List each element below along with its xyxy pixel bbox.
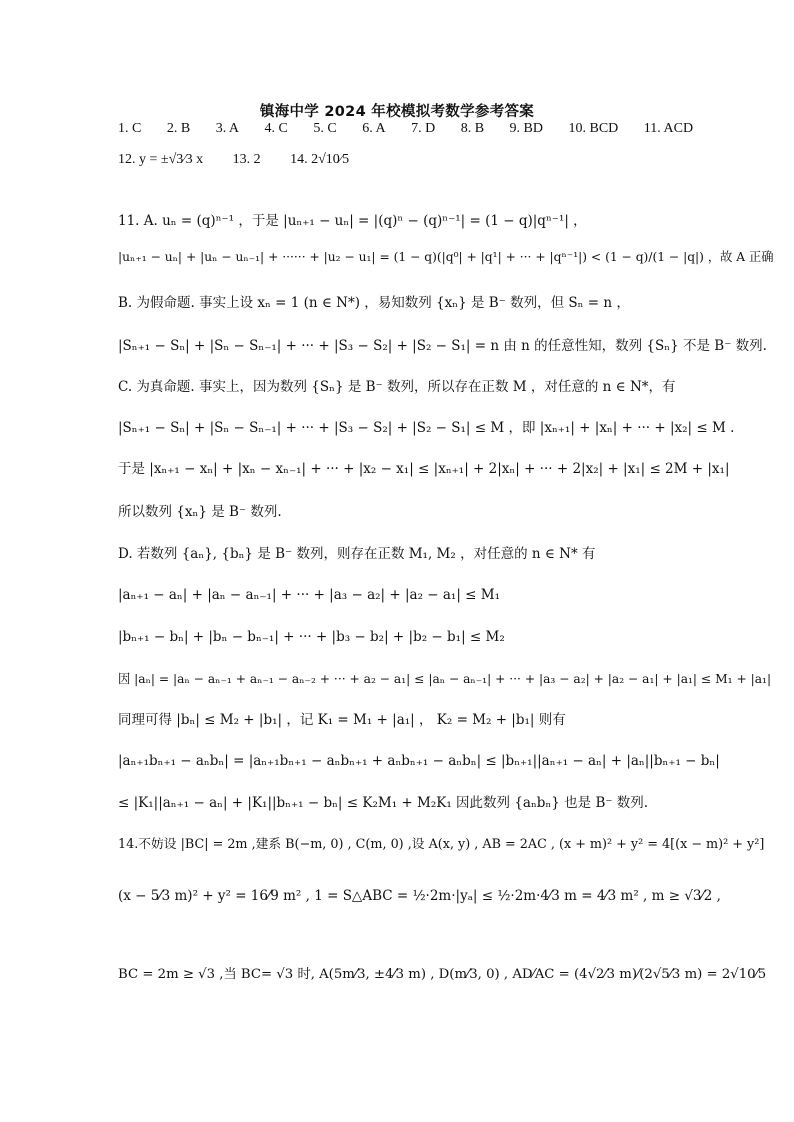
solution-line: |Sₙ₊₁ − Sₙ| + |Sₙ − Sₙ₋₁| + ··· + |S₃ − S₂| + |S₂ − S₁| = n 由 n 的任意性知，数列 {Sₙ} 不是 B⁻ 数列. — [118, 338, 767, 354]
answer-item: 11. ACD — [643, 121, 694, 136]
answer-item: 7. D — [411, 121, 436, 136]
answer-item: 10. BCD — [568, 121, 619, 136]
solution-line: |aₙ₊₁ − aₙ| + |aₙ − aₙ₋₁| + ··· + |a₃ − a₂| + |a₂ − a₁| ≤ M₁ — [118, 587, 501, 603]
solution-line: 14.不妨设 |BC| = 2m ,建系 B(−m, 0) , C(m, 0) ,设 A(x, y) , AB = 2AC , (x + m)² + y² = 4[(x − m)² + y²] — [118, 837, 765, 852]
solution-line: 11. A. uₙ = (q)ⁿ⁻¹ ，于是 |uₙ₊₁ − uₙ| = |(q)ⁿ − (q)ⁿ⁻¹| = (1 − q)|qⁿ⁻¹| ， — [118, 213, 587, 229]
answer-item: 4. C — [264, 121, 288, 136]
fill-answer-item: 14. 2√10⁄5 — [290, 152, 350, 167]
solution-line: |bₙ₊₁ − bₙ| + |bₙ − bₙ₋₁| + ··· + |b₃ − b₂| + |b₂ − b₁| ≤ M₂ — [118, 629, 505, 645]
answer-item: 8. B — [460, 121, 485, 136]
solution-line: |Sₙ₊₁ − Sₙ| + |Sₙ − Sₙ₋₁| + ··· + |S₃ − S₂| + |S₂ − S₁| ≤ M ，即 |xₙ₊₁| + |xₙ| + ··· + |x₂| ≤ M . — [118, 420, 735, 436]
solution-line: 所以数列 {xₙ} 是 B⁻ 数列. — [118, 504, 282, 520]
answer-item: 9. BD — [509, 121, 543, 136]
answer-item: 6. A — [362, 121, 386, 136]
solution-line: C. 为真命题. 事实上，因为数列 {Sₙ} 是 B⁻ 数列，所以存在正数 M ，对任意的 n ∈ N*，有 — [118, 379, 676, 395]
solution-line: |aₙ₊₁bₙ₊₁ − aₙbₙ| = |aₙ₊₁bₙ₊₁ − aₙbₙ₊₁ + aₙbₙ₊₁ − aₙbₙ| ≤ |bₙ₊₁||aₙ₊₁ − aₙ| + |aₙ||bₙ₊₁ − bₙ| — [118, 753, 720, 769]
solution-line: 于是 |xₙ₊₁ − xₙ| + |xₙ − xₙ₋₁| + ··· + |x₂ − x₁| ≤ |xₙ₊₁| + 2|xₙ| + ··· + 2|x₂| + |x₁| ≤ 2M + |x₁| — [118, 461, 730, 477]
solution-line: |uₙ₊₁ − uₙ| + |uₙ − uₙ₋₁| + ······ + |u₂ − u₁| = (1 − q)(|q⁰| + |q¹| + ··· + |qⁿ⁻¹|) < (1 − q)/(1 − |q|) ，故 A 正确 — [118, 250, 774, 264]
solution-line: (x − 5⁄3 m)² + y² = 16⁄9 m² , 1 = S△ABC = ½·2m·|yₐ| ≤ ½·2m·4⁄3 m = 4⁄3 m² , m ≥ √3⁄2 , — [118, 888, 721, 904]
page-title: 镇海中学 2024 年校模拟考数学参考答案 — [259, 104, 535, 120]
fill-answers-row — [118, 152, 375, 168]
answer-item: 3. A — [215, 121, 240, 136]
solution-line: ≤ |K₁||aₙ₊₁ − aₙ| + |K₁||bₙ₊₁ − bₙ| ≤ K₂M₁ + M₂K₁ 因此数列 {aₙbₙ} 也是 B⁻ 数列. — [118, 795, 649, 811]
answer-item: 5. C — [313, 121, 337, 136]
answer-item: 1. C — [118, 121, 142, 136]
solution-line: 因 |aₙ| = |aₙ − aₙ₋₁ + aₙ₋₁ − aₙ₋₂ + ··· + a₂ − a₁| ≤ |aₙ − aₙ₋₁| + ··· + |a₃ − a₂| + |a₂ − a₁| + |a₁| ≤ M₁ + |a₁| — [118, 672, 772, 686]
fill-answer-item: 13. 2 — [232, 152, 261, 167]
choice-answers-row — [118, 121, 693, 137]
answer-item: 2. B — [166, 121, 191, 136]
solution-line: 同理可得 |bₙ| ≤ M₂ + |b₁| ，记 K₁ = M₁ + |a₁| ， K₂ = M₂ + |b₁| 则有 — [118, 712, 566, 728]
solution-line: BC = 2m ≥ √3 ,当 BC= √3 时, A(5m⁄3, ±4⁄3 m) , D(m⁄3, 0) , AD⁄AC = (4√2⁄3 m)⁄(2√5⁄3 m) = 2√10⁄5 — [118, 967, 767, 982]
solution-line: B. 为假命题. 事实上设 xₙ = 1 (n ∈ N*) ，易知数列 {xₙ} 是 B⁻ 数列，但 Sₙ = n ， — [118, 295, 630, 311]
solution-line: D. 若数列 {aₙ}, {bₙ} 是 B⁻ 数列，则存在正数 M₁, M₂ ，对任意的 n ∈ N* 有 — [118, 546, 596, 562]
fill-answer-item: 12. y = ±√3⁄3 x — [118, 152, 204, 167]
